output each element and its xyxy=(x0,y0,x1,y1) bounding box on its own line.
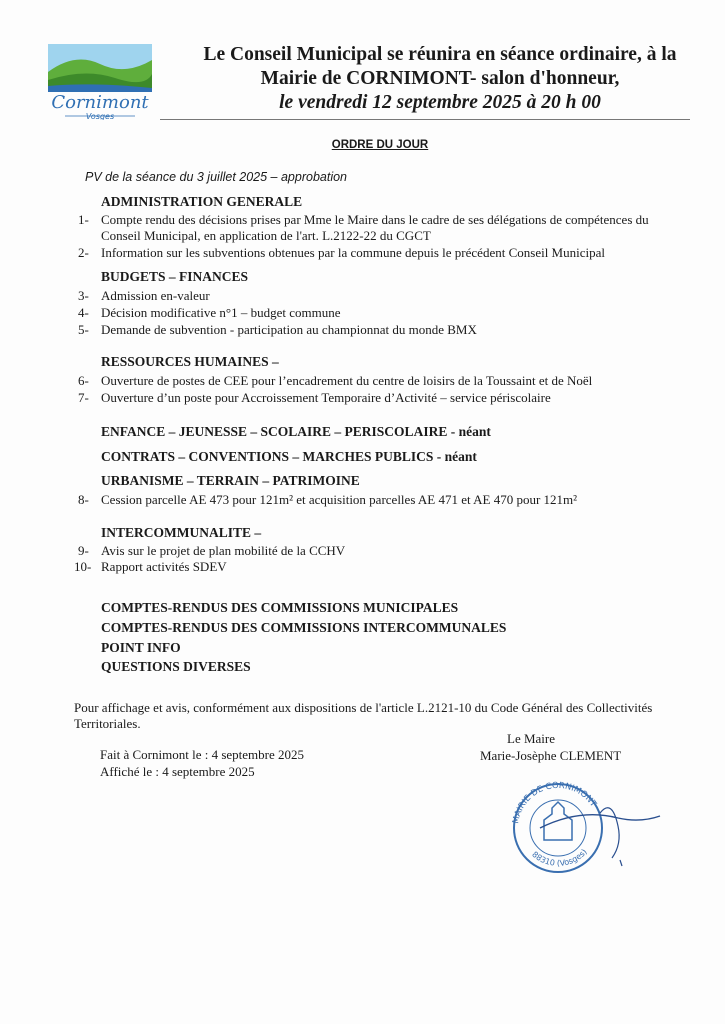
affiche-date: Affiché le : 4 septembre 2025 xyxy=(100,764,255,779)
item-text: Admission en-valeur xyxy=(101,288,210,303)
item-text: Compte rendu des décisions prises par Mme le Maire dans le cadre de ses délégations de compétences du xyxy=(101,212,649,227)
item-text: Décision modificative n°1 – budget commune xyxy=(101,305,341,320)
section-cr-municipales: COMPTES-RENDUS DES COMMISSIONS MUNICIPALES xyxy=(101,600,459,615)
item-text-cont: Conseil Municipal, en application de l'art. L.2122-22 du CGCT xyxy=(101,228,431,243)
header-divider xyxy=(160,119,690,120)
item-text: Cession parcelle AE 473 pour 121m² et acquisition parcelles AE 471 et AE 470 pour 121m² xyxy=(101,492,578,507)
item-number: 9- xyxy=(78,543,89,558)
item-number: 10- xyxy=(74,559,92,574)
section-intercommunalite: INTERCOMMUNALITE – xyxy=(101,525,262,540)
section-enfance: ENFANCE – JEUNESSE – SCOLAIRE – PERISCOLAIRE - néant xyxy=(101,424,491,439)
mairie-stamp xyxy=(500,778,670,878)
section-contrats: CONTRATS – CONVENTIONS – MARCHES PUBLICS - néant xyxy=(101,449,477,464)
header-line-1: Le Conseil Municipal se réunira en séance ordinaire, à la xyxy=(203,44,677,65)
cornimont-logo xyxy=(45,42,155,120)
section-administration: ADMINISTRATION GENERALE xyxy=(101,194,303,209)
item-number: 3- xyxy=(78,288,89,303)
item-number: 2- xyxy=(78,245,89,260)
section-questions-diverses: QUESTIONS DIVERSES xyxy=(101,659,251,674)
section-urbanisme: URBANISME – TERRAIN – PATRIMOINE xyxy=(101,473,360,488)
section-budgets: BUDGETS – FINANCES xyxy=(101,269,249,284)
item-text: Information sur les subventions obtenues par la commune depuis le précédent Conseil Municipal xyxy=(101,245,605,260)
item-number: 6- xyxy=(78,373,89,388)
item-number: 7- xyxy=(78,390,89,405)
item-text: Avis sur le projet de plan mobilité de la CCHV xyxy=(101,543,346,558)
maire-name: Marie-Josèphe CLEMENT xyxy=(480,748,622,763)
stamp-text-top: MAIRIE DE CORNIMONT xyxy=(511,780,599,825)
affichage-line-2: Territoriales. xyxy=(74,716,141,731)
stamp-text-bottom: 88310 (Vosges) xyxy=(530,847,589,868)
item-number: 1- xyxy=(78,212,89,227)
item-text: Rapport activités SDEV xyxy=(101,559,227,574)
item-number: 4- xyxy=(78,305,89,320)
logo-name: Cornimont xyxy=(51,92,149,113)
item-text: Demande de subvention - participation au championnat du monde BMX xyxy=(101,322,477,337)
item-text: Ouverture d’un poste pour Accroissement Temporaire d’Activité – service périscolaire xyxy=(101,390,551,405)
header-line-3: le vendredi 12 septembre 2025 à 20 h 00 xyxy=(279,92,601,113)
item-text: Ouverture de postes de CEE pour l’encadrement du centre de loisirs de la Toussaint et de Noël xyxy=(101,373,593,388)
pv-approval: PV de la séance du 3 juillet 2025 – approbation xyxy=(85,170,347,184)
section-cr-intercommunales: COMPTES-RENDUS DES COMMISSIONS INTERCOMMUNALES xyxy=(101,620,507,635)
affichage-paragraph xyxy=(74,700,694,732)
agenda-title: ORDRE DU JOUR xyxy=(331,139,429,151)
logo-sub: Vosges xyxy=(85,112,115,120)
section-ressources-humaines: RESSOURCES HUMAINES – xyxy=(101,354,279,369)
section-point-info: POINT INFO xyxy=(101,640,181,655)
maire-title: Le Maire xyxy=(507,731,556,746)
fait-date: Fait à Cornimont le : 4 septembre 2025 xyxy=(100,747,304,762)
item-number: 8- xyxy=(78,492,89,507)
header-line-2: Mairie de CORNIMONT- salon d'honneur, xyxy=(260,68,620,89)
item-number: 5- xyxy=(78,322,89,337)
affichage-line-1: Pour affichage et avis, conformément aux dispositions de l'article L.2121-10 du Code Général des Collectivités xyxy=(74,700,653,715)
